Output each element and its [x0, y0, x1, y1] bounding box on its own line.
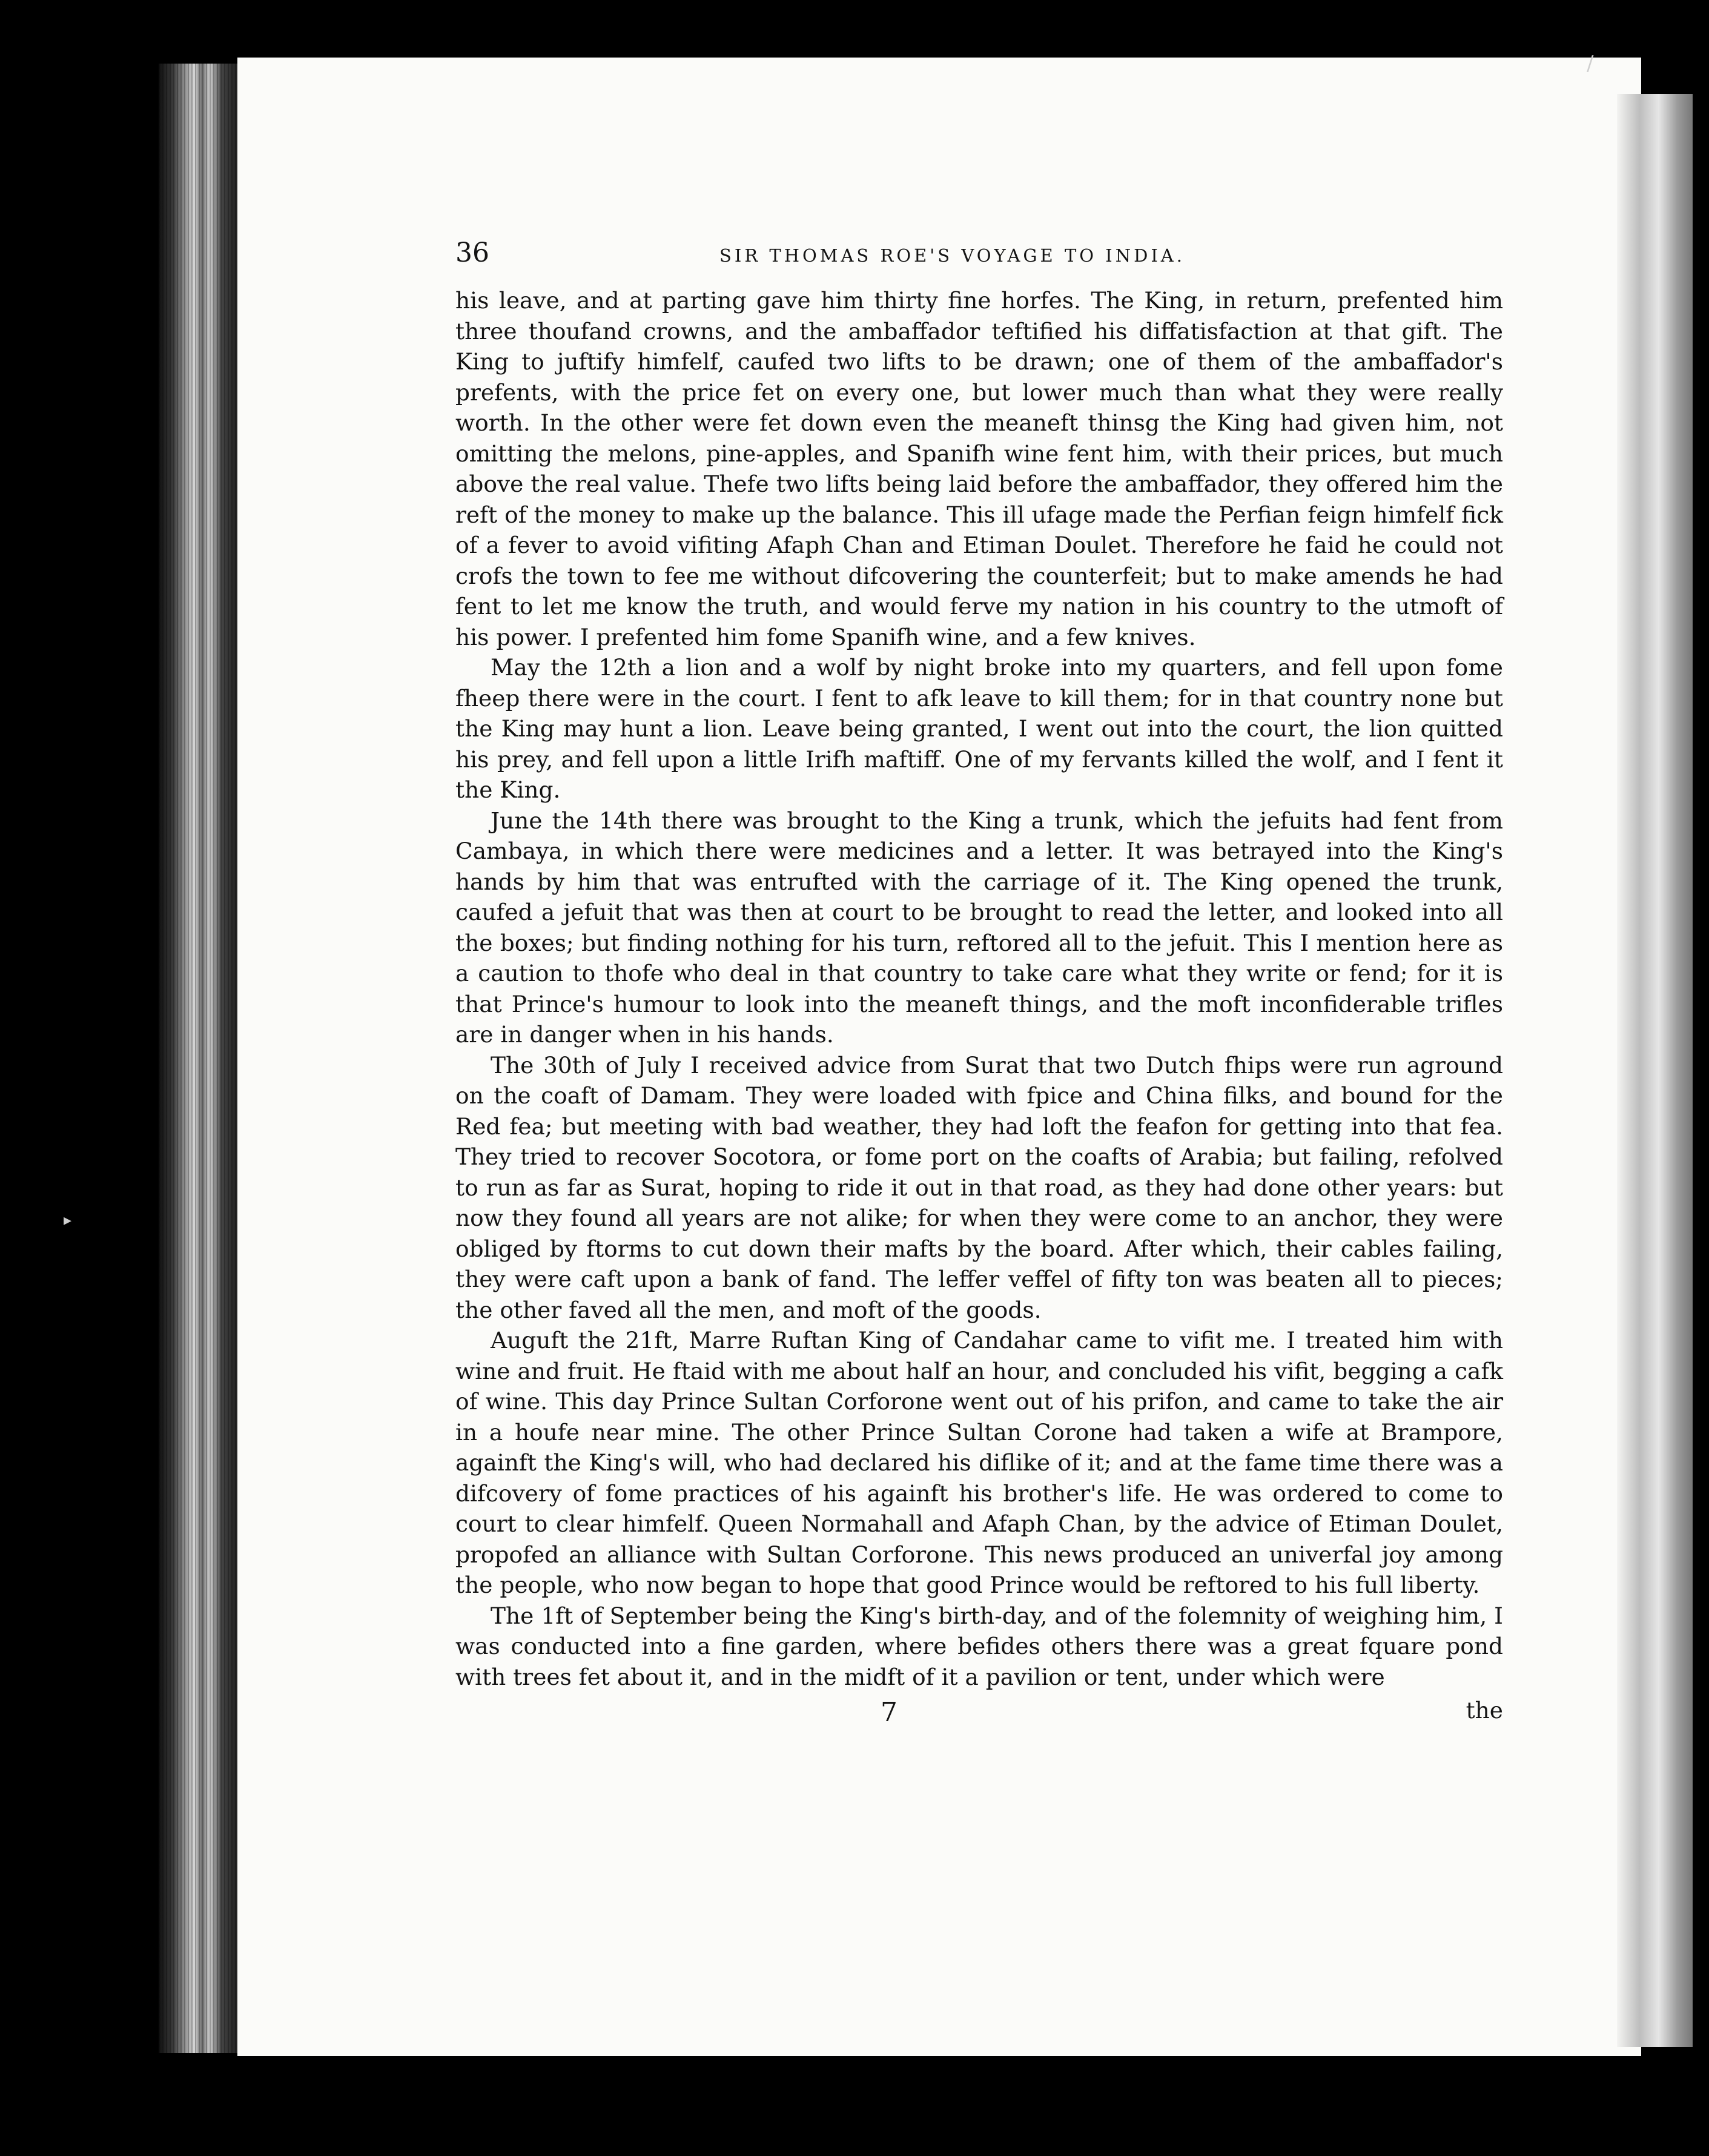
paragraph: The 30th of July I received advice from Surat that two Dutch fhips were run aground on the coaft of Damam. They were loaded with fpice and China filks, and bound for the Red fea; but meeting with bad weather, they had loft the feafon for getting into that fea. They tried to recover Socotora, or fome port on the coafts of Arabia; but failing, refolved to run as far as Surat, hoping to ride it out in that road, as they had done other years: but now they found all years are not alike; for when they were come to an anchor, they were obliged by ftorms to cut down their mafts by the board. After which, their cables failing, they were caft upon a bank of fand. The leffer veffel of fifty ton was beaten all to pieces; the other faved all the men, and moft of the goods. [455, 1051, 1503, 1323]
catchword: the [1466, 1697, 1503, 1724]
paragraph: his leave, and at parting gave him thirty fine horfes. The King, in return, prefented him three thoufand crowns, and the ambaffador teftified his diffatisfaction at that gift. The King to juftify himfelf, caufed two lifts to be drawn; one of them of the ambaffador's prefents, with the price fet on every one, but lower much than what they were really worth. In the other were fet down even the meaneft thinsg the King had given him, not omitting the melons, pine-apples, and Spanifh wine fent him, with their prices, but much above the real value. Thefe two lifts being laid before the ambaffador, they offered him the reft of the money to make up the balance. This ill ufage made the Perfian feign himfelf fick of a fever to avoid vifiting Afaph Chan and Etiman Doulet. Therefore he faid he could not crofs the town to fee me without difcovering the counterfeit; but to make amends he had fent to let me know the truth, and would ferve my nation in his country to the utmoft of his power. I prefented him fome Spanifh wine, and a few knives. [455, 287, 1503, 650]
running-head [455, 237, 1503, 268]
paragraph: June the 14th there was brought to the King a trunk, which the jefuits had fent from Cambaya, in which there were medicines and a letter. It was betrayed into the King's hands by him that was entrufted with the carriage of it. The King opened the trunk, caufed a jefuit that was then at court to be brought to read the letter, and looked into all the boxes; but finding nothing for his turn, reftored all to the jefuit. This I mention here as a caution to thofe who deal in that country to take care what they write or fend; for it is that Prince's humour to look into the meaneft things, and the moft inconfiderable trifles are in danger when in his hands. [455, 807, 1503, 1048]
scan-arrow-mark: ▸ [64, 1211, 72, 1229]
page-footer [455, 1697, 1503, 1733]
text-block [455, 237, 1503, 1733]
running-head-title: SIR THOMAS ROE'S VOYAGE TO INDIA. [719, 245, 1185, 266]
paragraph: May the 12th a lion and a wolf by night broke into my quarters, and fell upon fome fheep there were in the court. I fent to afk leave to kill them; for in that country none but the King may hunt a lion. Leave being granted, I went out into the court, the lion quitted his prey, and fell upon a little Irifh maftiff. One of my fervants killed the wolf, and I fent it the King. [455, 654, 1503, 803]
page-edge-right [1617, 94, 1693, 2047]
paragraph: The 1ft of September being the King's birth-day, and of the folemnity of weighing him, I was conducted into a fine garden, where befides others there was a great fquare pond with trees fet about it, and in the midft of it a pavilion or tent, under which were [455, 1602, 1503, 1690]
page-number: 36 [455, 237, 489, 268]
paragraph: Auguft the 21ft, Marre Ruftan King of Candahar came to vifit me. I treated him with wine and fruit. He ftaid with me about half an hour, and concluded his vifit, begging a cafk of wine. This day Prince Sultan Corforone went out of his prifon, and came to take the air in a houfe near mine. The other Prince Sultan Corone had taken a wife at Brampore, againft the King's will, who had declared his diflike of it; and at the fame time there was a difcovery of fome practices of his againft his brother's life. He was ordered to come to court to clear himfelf. Queen Normahall and Afaph Chan, by the advice of Etiman Doulet, propofed an alliance with Sultan Corforone. This news produced an univerfal joy among the people, who now began to hope that good Prince would be reftored to his full liberty. [455, 1327, 1503, 1598]
book-spine [159, 64, 237, 2053]
signature-mark: 7 [881, 1697, 897, 1728]
scan-mark: / [1587, 51, 1594, 76]
